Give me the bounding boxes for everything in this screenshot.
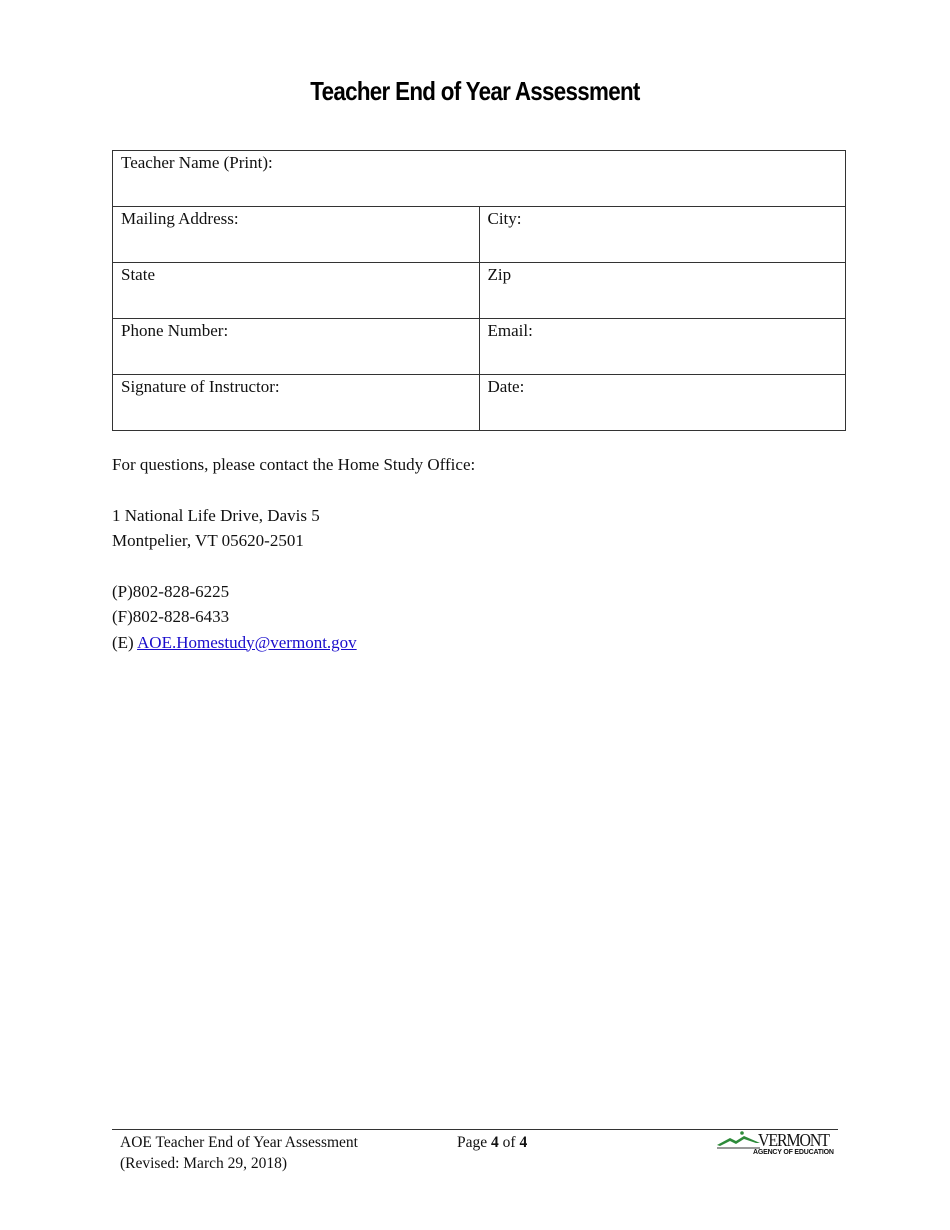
footer-doc-name: AOE Teacher End of Year Assessment: [120, 1134, 358, 1151]
page-total: 4: [519, 1134, 528, 1151]
footer-doc-info: [120, 1132, 358, 1174]
mailing-address-field[interactable]: [113, 207, 480, 263]
signature-field[interactable]: [113, 375, 480, 431]
city-label: City:: [487, 209, 522, 228]
fax-number: (F)802-828-6433: [112, 607, 230, 626]
zip-label: Zip: [487, 265, 512, 284]
zip-field[interactable]: [479, 263, 846, 319]
address-line-2: Montpelier, VT 05620-2501: [112, 531, 304, 550]
page-title: Teacher End of Year Assessment: [310, 76, 640, 106]
form-row-signature-date: [113, 375, 846, 431]
email-label: Email:: [487, 321, 533, 340]
date-label: Date:: [487, 377, 525, 396]
email-prefix: (E): [112, 632, 134, 652]
state-field[interactable]: [113, 263, 480, 319]
logo-subtitle: AGENCY OF EDUCATION: [753, 1149, 834, 1156]
signature-label: Signature of Instructor:: [121, 377, 280, 396]
logo-name: VERMONT: [758, 1130, 829, 1150]
page-number: [457, 1132, 527, 1153]
phone-number: (P)802-828-6225: [112, 581, 230, 601]
form-row-state-zip: [113, 263, 846, 319]
contact-intro: For questions, please contact the Home Study Office:: [112, 455, 476, 474]
vermont-aoe-logo: [716, 1130, 836, 1160]
form-row-teacher-name: [113, 151, 846, 207]
email-field[interactable]: [479, 319, 846, 375]
address-line-1: 1 National Life Drive, Davis 5: [112, 505, 320, 525]
form-row-address: [113, 207, 846, 263]
date-field[interactable]: [479, 375, 846, 431]
teacher-name-field[interactable]: [113, 151, 846, 207]
footer-revised-date: (Revised: March 29, 2018): [120, 1155, 288, 1172]
page-current: 4: [491, 1134, 499, 1151]
email-link[interactable]: AOE.Homestudy@vermont.gov: [137, 632, 357, 652]
page-word: Page: [457, 1134, 488, 1151]
phone-field[interactable]: [113, 319, 480, 375]
mailing-address-label: Mailing Address:: [121, 209, 239, 228]
teacher-info-form: [112, 150, 846, 431]
teacher-name-label: Teacher Name (Print):: [121, 153, 273, 172]
form-row-phone-email: [113, 319, 846, 375]
email-line: [112, 630, 812, 656]
contact-section: [112, 452, 812, 655]
state-label: State: [121, 265, 155, 284]
city-field[interactable]: [479, 207, 846, 263]
phone-label: Phone Number:: [121, 321, 229, 340]
page-of: of: [502, 1134, 516, 1151]
